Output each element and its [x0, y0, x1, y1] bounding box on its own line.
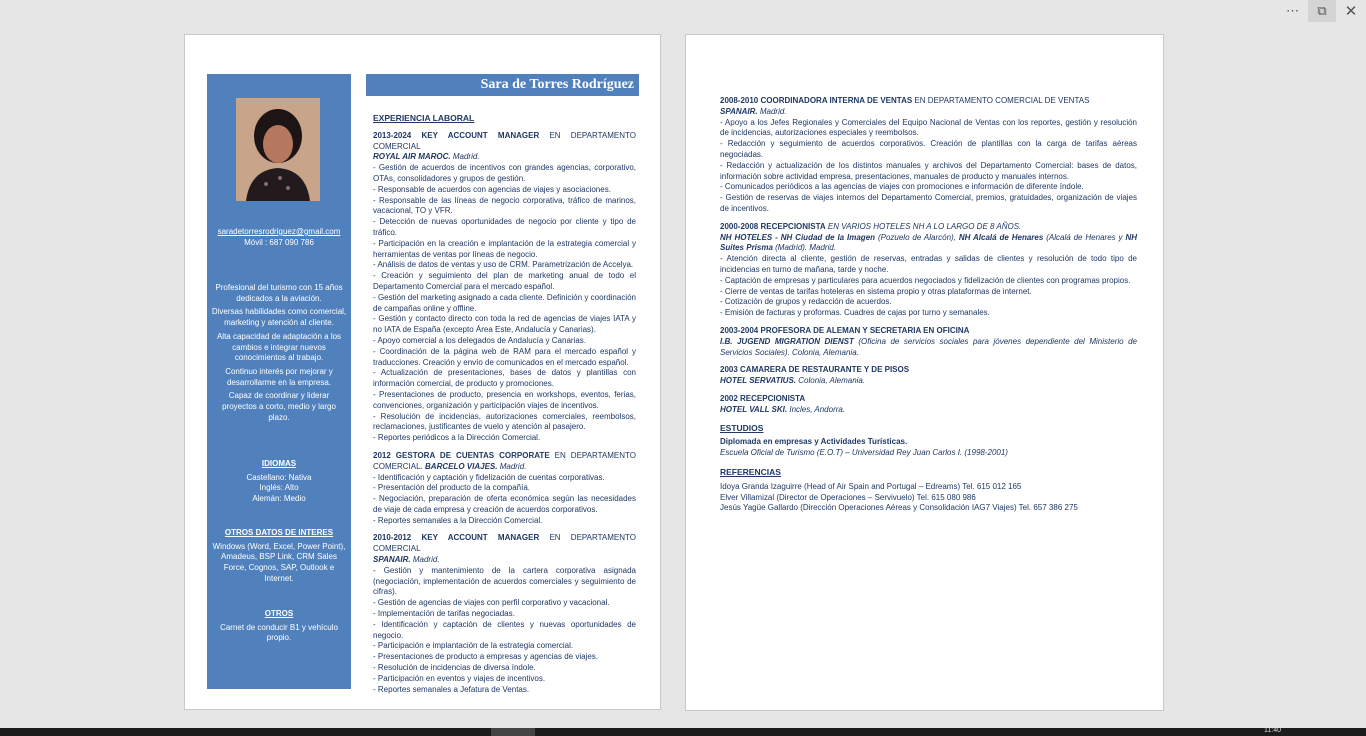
job-task: - Captación de empresas y particulares para acuerdos negociados y fidelización de clientes con programas propios. [720, 275, 1131, 285]
job-title: 2010-2012 KEY ACCOUNT MANAGER [373, 533, 540, 543]
job-entry [720, 394, 1137, 416]
job-entry [720, 326, 1137, 358]
job-title: 2003 CAMARERA DE RESTAURANTE Y DE PISOS [720, 365, 910, 375]
job-department: EN VARIOS HOTELES NH A LO LARGO DE 8 AÑOS. [825, 221, 1022, 231]
job-task: - Participación e implantación de la estrategia comercial. [373, 641, 574, 651]
language-item: Alemán: Medio [252, 494, 306, 504]
job-task: - Detección de nuevas oportunidades de negocio por cliente y tipo de tráfico. [373, 217, 636, 237]
job-task: - Cotización de grupos y redacción de acuerdos. [720, 297, 892, 307]
document-page-2 [685, 34, 1164, 711]
job-location: (Alcalá de Henares y [1043, 232, 1126, 242]
job-task: - Resolución de incidencias de diversa índole. [373, 663, 536, 673]
job-entry [373, 451, 636, 527]
reference-item: Idoya Granda Izaguirre (Head of Air Spain and Portugal – Edreams) Tel. 615 012 165 [720, 481, 1022, 491]
close-icon[interactable]: ✕ [1344, 3, 1358, 20]
job-task: - Identificación y captación y fidelización de cuentas corporativas. [373, 472, 605, 482]
job-location: (Oficina de servicios sociales para jóvenes dependiente del Ministerio de Servicios Sociales). Colonia, Alemania. [720, 336, 1138, 357]
references-heading: REFERENCIAS [720, 466, 781, 477]
job-task: - Gestión y contacto directo con toda la red de agencias de viajes IATA y no IATA de España (excepto Área Este, Andalucía y Canarias). [373, 314, 636, 335]
job-title: 2002 RECEPCIONISTA [720, 393, 806, 403]
job-company: NH Suites Prisma [720, 232, 1138, 253]
cv-sidebar [207, 74, 351, 689]
profile-text: Capaz de coordinar y liderar proyectos a corto, medio y largo plazo. [222, 391, 336, 422]
job-task: - Reportes semanales a la Dirección Comercial. [373, 515, 543, 525]
job-task: - Análisis de datos de ventas y uso de CRM. Parametrización de Accelya. [373, 260, 634, 270]
job-task: - Negociación, preparación de oferta económica según las necesidades de viaje de cada empresa y creación de acuerdos corporativos. [373, 494, 636, 514]
job-task: - Gestión de agencias de viajes con perfil corporativo y vacacional. [373, 598, 610, 608]
profile-photo [236, 98, 320, 201]
job-company: I.B. JUGEND MIGRATION DIENST [720, 336, 854, 346]
job-task: - Creación y seguimiento del plan de marketing anual de todo el Departamento Comercial para el mercado español. [373, 271, 636, 291]
job-task: - Responsable de las líneas de negocio corporativa, tráfico de marinos, vacacional, TO y VFR. [373, 195, 636, 216]
job-location: Incles, Andorra. [787, 404, 846, 414]
job-task: - Implementación de tarifas negociadas. [373, 609, 515, 619]
job-department: EN DEPARTAMENTO COMERCIAL. [373, 450, 636, 471]
job-task: - Redacción y actualización de los distintos manuales y archivos del Departamento Comercial: bases de datos, información sobre actividad empresa, presentaciones, manuales de producto y manuales internos. [720, 160, 1137, 181]
job-title: 2013-2024 KEY ACCOUNT MANAGER [373, 130, 540, 140]
job-company: NH HOTELES - NH Ciudad de la Imagen [720, 232, 876, 242]
job-task: - Comunicados periódicos a las agencias de viajes con promociones e información de diferente índole. [720, 182, 1084, 192]
fit-to-screen-icon[interactable]: ⧉ [1308, 0, 1336, 22]
studies-heading: ESTUDIOS [720, 422, 764, 433]
job-title: 2008-2010 COORDINADORA INTERNA DE VENTAS [720, 96, 913, 105]
job-company: BARCELO VIAJES. [422, 461, 498, 471]
profile-text: Diversas habilidades como comercial, marketing y atención al cliente. [211, 307, 347, 328]
job-task: - Redacción y seguimiento de acuerdos corporativos. Creación de plantillas con la carga de tarifas aéreas negociadas. [720, 139, 1137, 159]
profile-text: Alta capacidad de adaptación a los cambios e integrar nuevos conocimientos al trabajo. [216, 331, 342, 363]
taskbar [0, 728, 1366, 736]
job-location: Colonia, Alemania. [796, 376, 866, 386]
job-task: - Presentaciones de producto, presencia en workshops, eventos, ferias, convenciones, organización y participación viajes de incentivos. [373, 389, 636, 410]
other-data-text: Windows (Word, Excel, Power Point), Amadeus, BSP Link, CRM Sales Force, Cognos, SAP, Outlook e Internet. [212, 541, 346, 583]
others-text: Carnet de conducir B1 y vehículo propio. [220, 622, 338, 643]
studies-school: Escuela Oficial de Turismo (E.O.T) – Universidad Rey Juan Carlos I. (1998-2001) [720, 448, 1008, 458]
job-title: 2000-2008 RECEPCIONISTA [720, 221, 826, 231]
job-task: - Emisión de facturas y proformas. Cuadres de cajas por turno y semanales. [720, 308, 990, 318]
job-task: - Reportes periódicos a la Dirección Comercial. [373, 433, 541, 443]
taskbar-app-button[interactable] [491, 728, 535, 736]
job-task: - Cierre de ventas de tarifas hoteleras en sistema propio y otras plataformas de internet. [720, 286, 1032, 296]
other-data-heading: OTROS DATOS DE INTERES [224, 528, 334, 537]
job-entry [373, 533, 636, 695]
job-entry [720, 222, 1137, 319]
taskbar-clock: 11:40 [1264, 727, 1281, 734]
job-task: - Coordinación de la página web de RAM para el mercado español y traducciones. Creación y envío de comunicados en el mercado español. [373, 346, 636, 367]
job-task: - Participación en la creación e implantación de la estrategia comercial y herramientas de ventas por líneas de negocio. [373, 238, 636, 259]
job-title: 2012 GESTORA DE CUENTAS CORPORATE [373, 450, 550, 460]
job-department: EN DEPARTAMENTO COMERCIAL [373, 130, 636, 151]
job-title: 2003-2004 PROFESORA DE ALEMAN Y SECRETARIA EN OFICINA [720, 325, 970, 335]
job-entry [720, 365, 1137, 387]
job-task: - Gestión de reservas de viajes internos del Departamento Comercial, premios, gratuidades, organización de viajes de incentivos. [720, 193, 1137, 213]
reference-item: Elver Villamizal (Director de Operaciones – Servivuelo) Tel. 615 080 986 [720, 492, 976, 502]
language-item: Inglés: Alto [259, 483, 299, 493]
job-task: - Resolución de incidencias, autorizaciones comerciales, reembolsos, reclamaciones, justificantes de vuelo y atención al pasajero. [373, 411, 636, 432]
email-link[interactable]: saradetorresrodriguez@gmail.com [217, 227, 341, 236]
language-item: Castellano: Nativa [246, 472, 312, 482]
languages-heading: IDIOMAS [261, 459, 297, 468]
job-company: ROYAL AIR MAROC. [373, 152, 451, 162]
job-task: - Responsable de acuerdos con agencias de viajes y asociaciones. [373, 184, 611, 194]
job-location: Madrid. [757, 106, 787, 116]
cv-name-banner: Sara de Torres Rodríguez [366, 74, 639, 96]
document-page-1 [184, 34, 661, 710]
phone-text: Móvil : 687 090 786 [244, 237, 314, 247]
others-heading: OTROS [264, 609, 294, 618]
job-task: - Actualización de presentaciones, bases de datos y plantillas con información comercial, de producto y promociones. [373, 368, 636, 389]
job-task: - Reportes semanales a Jefatura de Ventas. [373, 684, 530, 694]
job-task: - Gestión y mantenimiento de la cartera corporativa asignada (negociación, implementación de acuerdos comerciales y seguimiento de cifras). [373, 565, 636, 597]
job-task: - Gestión de acuerdos de incentivos con grandes agencias, corporativo, OTAs, consolidadores y grupos de gestión. [373, 163, 636, 183]
job-entry [373, 131, 636, 444]
profile-text: Profesional del turismo con 15 años dedicados a la aviación. [215, 283, 343, 303]
job-location: Madrid. [450, 152, 480, 162]
job-task: - Apoyo comercial a los delegados de Andalucía y Canarias. [373, 335, 587, 345]
job-company: SPANAIR. [373, 555, 411, 565]
job-task: - Presentación del producto de la compañía. [373, 483, 530, 493]
page2-column [720, 96, 1137, 514]
job-location: (Madrid). Madrid. [772, 243, 837, 253]
job-entry [720, 96, 1137, 215]
job-company: NH Alcalá de Henares [958, 232, 1044, 242]
profile-text: Continuo interés por mejorar y desarrollarme en la empresa. [225, 366, 333, 387]
job-department: EN DEPARTAMENTO COMERCIAL [373, 533, 636, 554]
studies-degree: Diplomada en empresas y Actividades Turísticas. [720, 437, 908, 447]
job-company: SPANAIR. [720, 106, 758, 116]
experience-column [373, 113, 636, 702]
job-company: HOTEL VALL SKI. [720, 404, 788, 414]
job-task: - Apoyo a los Jefes Regionales y Comerciales del Equipo Nacional de Ventas con los reportes, gestión y resolución de incidencias, autorizaciones especiales y reembolsos. [720, 117, 1137, 138]
job-company: HOTEL SERVATIUS. [720, 376, 797, 386]
reference-item: Jesús Yagüe Gallardo (Dirección Operaciones Aéreas y Consolidación IAG7 Viajes) Tel. 657 386 275 [720, 503, 1078, 513]
job-task: - Gestión del marketing asignado a cada cliente. Definición y coordinación de campañas online y offline. [373, 292, 636, 313]
experience-heading: EXPERIENCIA LABORAL [373, 113, 475, 123]
job-location: (Pozuelo de Alarcón), [875, 232, 959, 242]
job-department: EN DEPARTAMENTO COMERCIAL DE VENTAS [912, 96, 1090, 105]
job-task: - Identificación y captación de clientes y nuevas oportunidades de negocio. [373, 619, 636, 640]
job-location: Madrid. [497, 461, 527, 471]
job-task: - Participación en eventos y viajes de incentivos. [373, 673, 546, 683]
job-task: - Presentaciones de producto a empresas y agencias de viajes. [373, 652, 599, 662]
job-task: - Atención directa al cliente, gestión de reservas, entradas y salidas de clientes y resolución de todo tipo de incidencias en turno de mañana, tarde y noche. [720, 254, 1137, 274]
more-options-icon[interactable]: ⋯ [1286, 3, 1300, 18]
job-location: Madrid. [410, 555, 440, 565]
